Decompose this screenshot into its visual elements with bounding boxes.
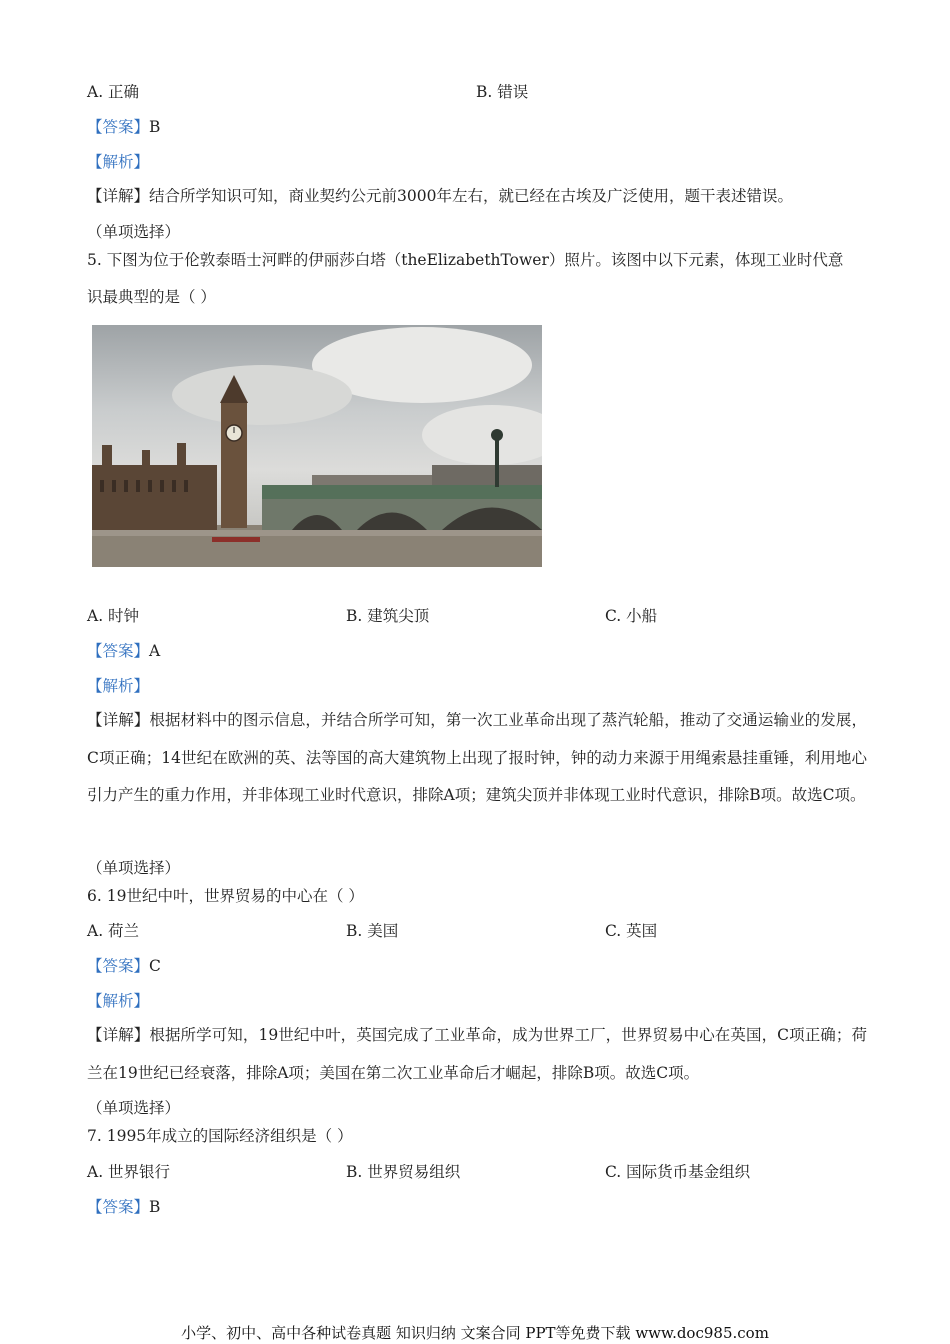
- answer-tag: 【答案】: [87, 957, 150, 975]
- q5-answer: [87, 640, 160, 662]
- q6-type-label: （单项选择）: [87, 1099, 181, 1117]
- answer-value: B: [149, 1198, 161, 1216]
- detail-tag: 【详解】: [87, 187, 150, 205]
- q4-answer: [87, 116, 160, 138]
- q6-analysis-tag: 【解析】: [87, 992, 150, 1010]
- q7-option-c: C. 国际货币基金组织: [605, 1163, 751, 1181]
- answer-value: A: [149, 642, 161, 660]
- q5-option-b: B. 建筑尖顶: [346, 607, 430, 625]
- q6-option-a: A. 荷兰: [87, 922, 140, 940]
- q7-answer: [87, 1196, 160, 1218]
- detail-tag: 【详解】: [87, 1026, 150, 1044]
- q5-analysis-tag: 【解析】: [87, 677, 150, 695]
- q5-type-label: （单项选择）: [87, 859, 181, 877]
- q5-stem-line1: 5. 下图为位于伦敦泰晤士河畔的伊丽莎白塔（theElizabethTower）照片。该图中以下元素，体现工业时代意: [87, 251, 844, 269]
- q7-option-b: B. 世界贸易组织: [346, 1163, 461, 1181]
- q5-detail: [87, 702, 867, 815]
- q6-stem: 6. 19世纪中叶，世界贸易的中心在（ ）: [87, 887, 364, 905]
- answer-tag: 【答案】: [87, 1198, 150, 1216]
- answer-tag: 【答案】: [87, 118, 150, 136]
- q7-option-a: A. 世界银行: [87, 1163, 171, 1181]
- page-footer: 小学、初中、高中各种试卷真题 知识归纳 文案合同 PPT等免费下载 www.doc985.com: [181, 1324, 769, 1342]
- q5-option-a: A. 时钟: [87, 607, 140, 625]
- q4-detail: [87, 185, 793, 207]
- q4-analysis-tag: 【解析】: [87, 153, 150, 171]
- detail-text: 结合所学知识可知，商业契约公元前3000年左右，就已经在古埃及广泛使用，题干表述错误。: [149, 187, 793, 205]
- answer-value: B: [149, 118, 161, 136]
- answer-value: C: [149, 957, 161, 975]
- q6-option-b: B. 美国: [346, 922, 399, 940]
- detail-text: 根据所学可知，19世纪中叶，英国完成了工业革命，成为世界工厂，世界贸易中心在英国，C项正确；荷兰在19世纪已经衰落，排除A项；美国在第二次工业革命后才崛起，排除B项。故选C项。: [87, 1026, 867, 1082]
- elizabeth-tower-illustration: [92, 325, 542, 567]
- q4-option-a: A. 正确: [87, 83, 140, 101]
- q6-detail: [87, 1017, 867, 1092]
- q6-answer: [87, 955, 161, 977]
- answer-tag: 【答案】: [87, 642, 150, 660]
- q5-option-c: C. 小船: [605, 607, 658, 625]
- q5-stem-line2: 识最典型的是（ ）: [87, 288, 216, 306]
- q7-stem: 7. 1995年成立的国际经济组织是（ ）: [87, 1127, 353, 1145]
- detail-text: 根据材料中的图示信息，并结合所学可知，第一次工业革命出现了蒸汽轮船，推动了交通运输业的发展，C项正确；14世纪在欧洲的英、法等国的高大建筑物上出现了报时钟，钟的动力来源于用绳索悬挂重锤，利用地心引力产生的重力作用，并非体现工业时代意识，排除A项；建筑尖顶并非体现工业时代意识，排除B项。故选C项。: [87, 711, 867, 804]
- elizabeth-tower-photo: [92, 325, 542, 567]
- q6-option-c: C. 英国: [605, 922, 658, 940]
- detail-tag: 【详解】: [87, 711, 150, 729]
- q4-type-label: （单项选择）: [87, 223, 181, 241]
- q4-option-b: B. 错误: [476, 83, 529, 101]
